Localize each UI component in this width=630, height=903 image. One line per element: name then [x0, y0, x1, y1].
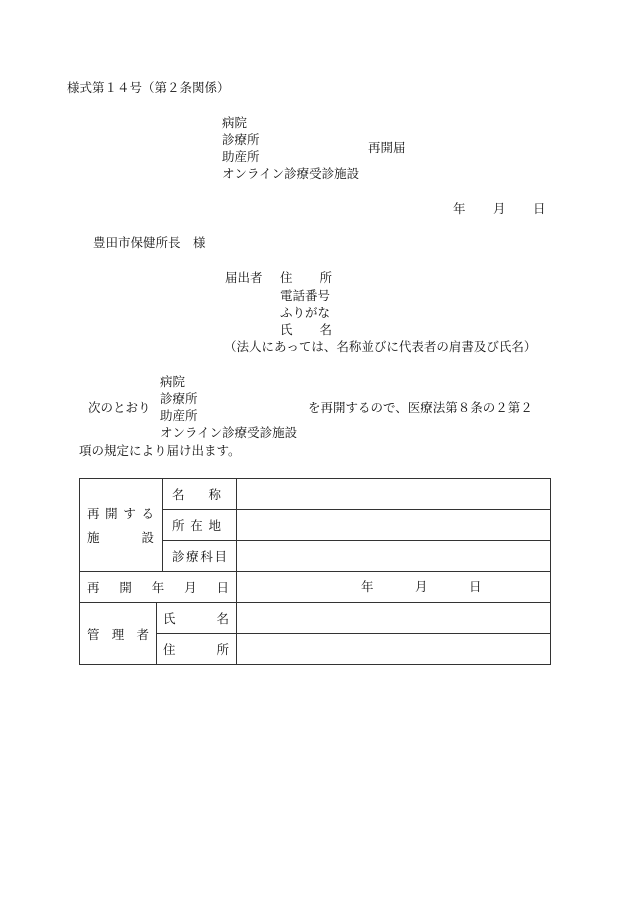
- table-row: [80, 603, 551, 634]
- applicant-furigana-label: ふりがな: [280, 305, 331, 320]
- facility-label: 再 開 す る 施 設: [80, 479, 163, 572]
- form-number: 様式第１４号（第２条関係）: [67, 80, 230, 95]
- facility-address-label: 所 在 地: [163, 510, 237, 541]
- title-option-hospital: 病院: [222, 115, 248, 130]
- manager-name-label: 氏 名: [157, 603, 237, 634]
- body-prefix: 次のとおり: [88, 400, 151, 415]
- facility-departments-field[interactable]: [237, 541, 551, 572]
- table-row: [80, 572, 551, 603]
- reopen-date-year: 年: [361, 579, 374, 594]
- date-year: 年: [453, 201, 466, 216]
- applicant-note: （法人にあっては、名称並びに代表者の肩書及び氏名）: [224, 339, 537, 354]
- facility-table: [79, 478, 551, 665]
- facility-departments-label: 診 療 科 目: [163, 541, 237, 572]
- reopen-date-day: 日: [469, 579, 482, 594]
- body-option-online: オンライン診療受診施設: [160, 425, 298, 440]
- applicant-phone-label: 電話番号: [280, 288, 331, 303]
- addressee: 豊田市保健所長 様: [93, 235, 206, 250]
- facility-address-field[interactable]: [237, 510, 551, 541]
- title-suffix: 再開届: [368, 140, 406, 155]
- body-line2: 項の規定により届け出ます。: [79, 443, 241, 458]
- table-row: [80, 479, 551, 510]
- manager-label: 管 理 者: [80, 603, 157, 665]
- body-option-clinic: 診療所: [160, 391, 198, 406]
- body-suffix: を再開するので、医療法第８条の２第２: [308, 400, 533, 415]
- body-option-midwifery: 助産所: [160, 408, 198, 423]
- reopen-date-field[interactable]: [237, 572, 551, 603]
- applicant-address-label: 住 所: [280, 270, 332, 285]
- reopen-date-month: 月: [415, 579, 428, 594]
- date-day: 日: [533, 201, 546, 216]
- facility-name-field[interactable]: [237, 479, 551, 510]
- applicant-label: 届出者: [225, 270, 263, 285]
- body-option-hospital: 病院: [160, 374, 186, 389]
- manager-name-field[interactable]: [237, 603, 551, 634]
- title-option-midwifery: 助産所: [222, 149, 260, 164]
- manager-address-label: 住 所: [157, 634, 237, 665]
- applicant-name-label: 氏 名: [280, 322, 332, 337]
- manager-address-field[interactable]: [237, 634, 551, 665]
- title-option-clinic: 診療所: [222, 132, 260, 147]
- reopen-date-label: 再 開 年 月 日: [80, 572, 237, 603]
- facility-name-label: 名 称: [163, 479, 237, 510]
- date-month: 月: [493, 201, 506, 216]
- title-option-online: オンライン診療受診施設: [222, 166, 360, 181]
